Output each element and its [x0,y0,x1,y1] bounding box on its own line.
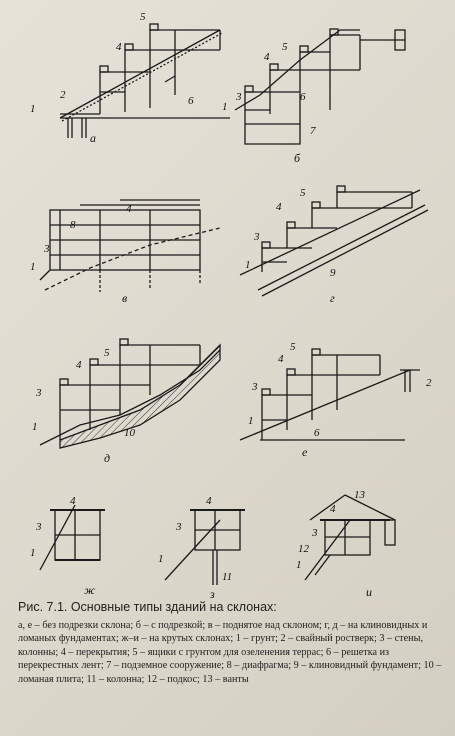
panel-zh-drawing [40,505,105,570]
panel-e-letter: е [302,445,308,459]
label-1-a: 1 [30,103,36,115]
label-9-g: 9 [330,267,336,279]
label-4-z: 4 [206,495,212,507]
label-3-e: 3 [252,381,258,393]
label-4-e: 4 [278,353,284,365]
label-1-v: 1 [30,261,36,273]
panel-b-labels [222,41,316,165]
label-3-i: 3 [312,527,318,539]
label-6-a: 6 [188,95,194,107]
label-6-b: 6 [300,91,306,103]
label-3-b: 3 [236,91,242,103]
panel-v-letter: в [122,291,128,305]
label-6-e: 6 [314,427,320,439]
panel-i-labels [296,489,372,599]
label-3-v: 3 [44,243,50,255]
label-5-e: 5 [290,341,296,353]
label-3-g: 3 [254,231,260,243]
label-7-b: 7 [310,125,316,137]
panel-b-drawing [235,29,405,144]
label-12-i: 12 [298,543,309,555]
label-5-g: 5 [300,187,306,199]
panel-e-labels [248,341,432,459]
label-2-a: 2 [60,89,66,101]
panel-zh-letter: ж [84,583,96,597]
label-4-d: 4 [76,359,82,371]
label-1-e: 1 [248,415,254,427]
panel-i-drawing [305,495,395,580]
label-5-d: 5 [104,347,110,359]
label-4-v: 4 [126,203,132,215]
label-8-v: 8 [70,219,76,231]
label-3-d: 3 [36,387,42,399]
label-5-b: 5 [282,41,288,53]
label-2-e: 2 [426,377,432,389]
panel-a-letter: а [90,131,96,145]
panel-b-letter: б [294,151,301,165]
label-4-zh: 4 [70,495,76,507]
panel-d-letter: д [104,451,111,465]
label-3-z: 3 [176,521,182,533]
panel-z-letter: з [210,587,215,600]
label-4-i: 4 [330,503,336,515]
label-1-zh: 1 [30,547,36,559]
panel-g-labels [245,187,336,305]
label-1-b: 1 [222,101,228,113]
panel-g-letter: г [330,291,335,305]
label-1-i: 1 [296,559,302,571]
label-11-z: 11 [222,571,233,583]
label-1-d: 1 [32,421,38,433]
panel-a-drawing [60,24,230,138]
label-1-g: 1 [245,259,251,271]
caption-title: Рис. 7.1. Основные типы зданий на склонах: [18,600,277,614]
label-4-g: 4 [276,201,282,213]
label-3-zh: 3 [36,521,42,533]
label-5-a: 5 [140,11,146,23]
label-4-a: 4 [116,41,122,53]
panel-e-drawing [240,349,420,440]
panel-i-letter: и [366,585,372,599]
label-13-i: 13 [354,489,365,501]
label-1-z: 1 [158,553,164,565]
panel-g-drawing [240,186,428,296]
caption-body: а, е – без подрезки склона; б – с подрезкой; в – поднятое над склоном; г, д – на клиновидных и ломаных фундаментах; ж–и – на крутых склонах; 1 – грунт; 2 – свайный ростверк; 3 – стены, колонны; 4 – перекрытия; 5 – ящики с грунтом для озеленения террас; 6 – решетка из перекрестных лент; 7 – подземное сооружение; 8 – диафрагма; 9 – клиновидный фундамент; 10 – ломаная плита; 11 – колонна; 12 – подкос; 13 – ванты [18,620,442,685]
label-4-b: 4 [264,51,270,63]
label-10-d: 10 [124,427,135,439]
panel-a-labels [30,11,194,145]
